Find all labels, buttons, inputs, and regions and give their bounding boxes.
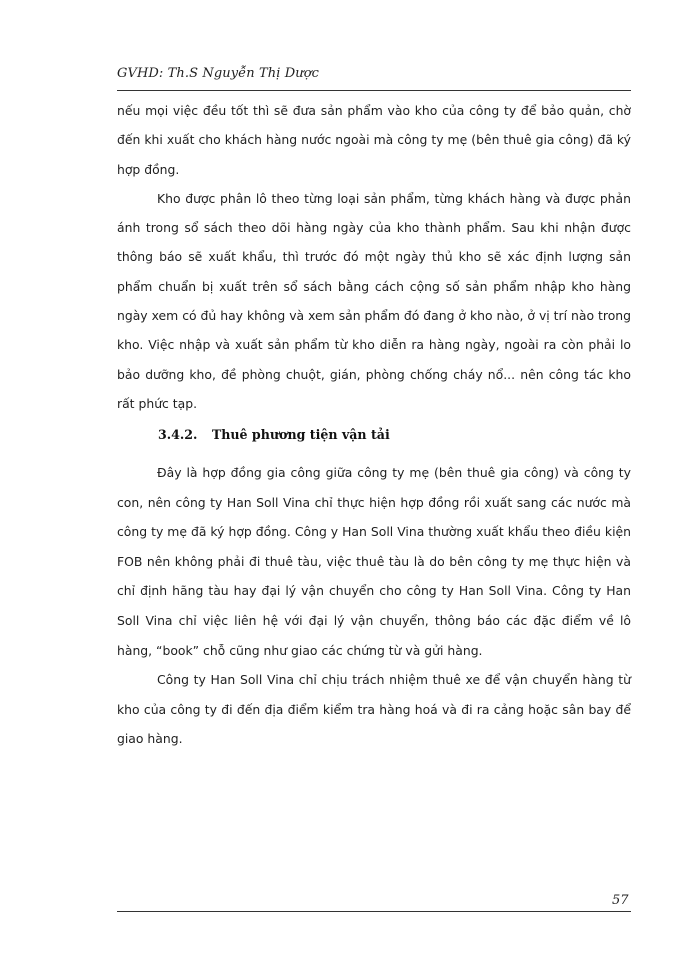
section-number: 3.4.2. xyxy=(158,427,198,442)
footer-divider xyxy=(117,911,631,912)
paragraph-continuation: nếu mọi việc đều tốt thì sẽ đưa sản phẩm vào kho của công ty để bảo quản, chờ đến khi xuất cho khách hàng nước ngoài mà công ty mẹ (bên thuê gia công) đã ký hợp đồng. xyxy=(117,103,631,177)
header-divider xyxy=(117,90,631,91)
paragraph-warehouse: Kho được phân lô theo từng loại sản phẩm, từng khách hàng và được phản ánh trong sổ sách theo dõi hàng ngày của kho thành phẩm. Sau khi nhận được thông báo sẽ xuất khẩu, thì trước đó một ngày thủ kho sẽ xác định lượng sản phẩm chuẩn bị xuất trên sổ sách bằng cách cộng số sản phẩm nhập kho hàng ngày xem có đủ hay không và xem sản phẩm đó đang ở kho nào, ở vị trí nào trong kho. Việc nhập và xuất sản phẩm từ kho diễn ra hàng ngày, ngoài ra còn phải lo bảo dưỡng kho, đề phòng chuột, gián, phòng chống cháy nổ... nên công tác kho rất phức tạp. xyxy=(117,190,631,411)
section-heading xyxy=(158,427,390,442)
page-header: GVHD: Th.S Nguyễn Thị Dược xyxy=(117,66,320,81)
section-title: Thuê phương tiện vận tải xyxy=(211,427,390,442)
paragraph-contract: Đây là hợp đồng gia công giữa công ty mẹ (bên thuê gia công) và công ty con, nên công ty Han Soll Vina chỉ thực hiện hợp đồng rồi xuất sang các nước mà công ty mẹ đã ký hợp đồng. Công y Han Soll Vina thường xuất khẩu theo điều kiện FOB nên không phải đi thuê tàu, việc thuê tàu là do bên công ty mẹ thực hiện và chỉ định hãng tàu hay đại lý vận chuyển cho công ty Han Soll Vina. Công ty Han Soll Vina chỉ việc liên hệ với đại lý vận chuyển, thông báo các đặc điểm về lô hàng, “book” chỗ cũng như giao các chứng từ và gửi hàng. xyxy=(117,465,631,658)
body-text-top xyxy=(117,96,631,418)
paragraph-transport: Công ty Han Soll Vina chỉ chịu trách nhiệm thuê xe để vận chuyển hàng từ kho của công ty đi đến địa điểm kiểm tra hàng hoá và đi ra cảng hoặc sân bay để giao hàng. xyxy=(117,672,631,747)
body-text-bottom xyxy=(117,458,631,754)
page-number: 57 xyxy=(612,893,629,908)
